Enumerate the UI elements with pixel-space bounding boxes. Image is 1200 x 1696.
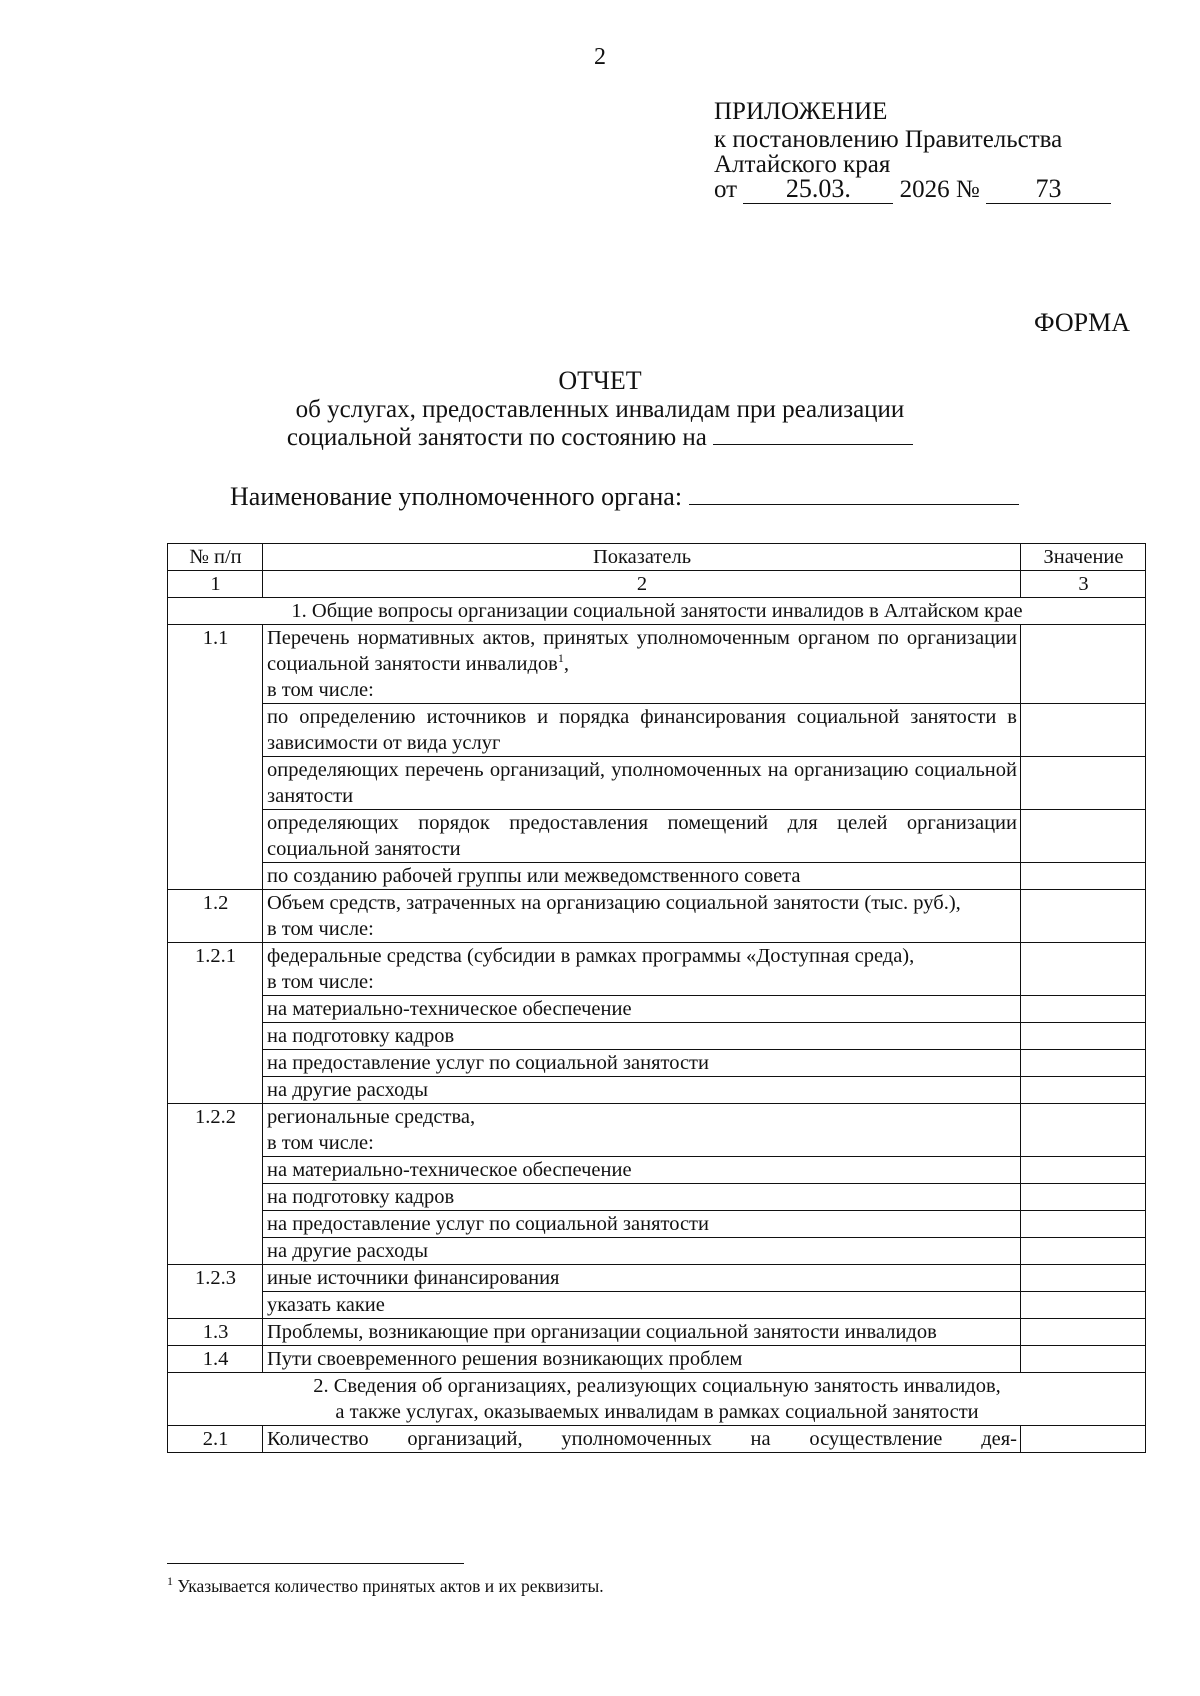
table-row — [168, 1319, 1146, 1346]
table-row — [168, 890, 1146, 943]
row-indicator: Пути своевременного решения возникающих проблем — [263, 1346, 1021, 1373]
header-value: Значение — [1021, 544, 1146, 571]
table-row — [168, 704, 1146, 757]
header-indicator: Показатель — [263, 544, 1021, 571]
section-1-row — [168, 598, 1146, 625]
row-indicator: на другие расходы — [263, 1238, 1021, 1265]
table-row — [168, 1077, 1146, 1104]
row-num: 1.2.1 — [168, 943, 263, 1104]
row-indicator-text: Перечень нормативных актов, принятых уполномоченным органом по организации социальной занятости инвалидов — [267, 627, 1017, 675]
row-num: 1.1 — [168, 625, 263, 890]
col-number-1: 1 — [168, 571, 263, 598]
authority-blank — [689, 482, 1019, 505]
row-indicator: на предоставление услуг по социальной занятости — [263, 1211, 1021, 1238]
table-row — [168, 996, 1146, 1023]
value-cell — [1021, 757, 1146, 810]
authority-row — [230, 482, 1019, 512]
value-cell — [1021, 996, 1146, 1023]
value-cell — [1021, 1184, 1146, 1211]
value-cell — [1021, 863, 1146, 890]
row-indicator: Количество организаций, уполномоченных на осуществление дея- — [263, 1426, 1021, 1453]
value-cell — [1021, 890, 1146, 943]
decree-date: 25.03. — [743, 176, 893, 204]
col-number-3: 3 — [1021, 571, 1146, 598]
row-num: 1.3 — [168, 1319, 263, 1346]
authority-label: Наименование уполномоченного органа: — [230, 482, 683, 511]
row-incl: в том числе: — [267, 918, 374, 940]
value-cell — [1021, 1426, 1146, 1453]
value-cell — [1021, 1319, 1146, 1346]
footnote-divider — [167, 1563, 464, 1564]
row-indicator: на материально-техническое обеспечение — [263, 1157, 1021, 1184]
table-row — [168, 943, 1146, 996]
value-cell — [1021, 1077, 1146, 1104]
footnote-ref: 1 — [557, 651, 564, 666]
report-subtitle-2 — [0, 422, 1200, 452]
footnote-text: Указывается количество принятых актов и их реквизиты. — [173, 1576, 604, 1596]
row-indicator-tail: , — [563, 653, 569, 675]
value-cell — [1021, 1265, 1146, 1292]
section-2-line-1: 2. Сведения об организациях, реализующих социальную занятость инвалидов, — [313, 1375, 1001, 1397]
appendix-line-1: к постановлению Правительства — [714, 126, 1063, 153]
table-row — [168, 1104, 1146, 1157]
row-indicator: Проблемы, возникающие при организации социальной занятости инвалидов — [263, 1319, 1021, 1346]
value-cell — [1021, 1346, 1146, 1373]
report-date-blank — [713, 422, 913, 445]
form-label: ФОРМА — [1034, 308, 1130, 337]
decree-number: 73 — [986, 176, 1111, 204]
row-num: 1.4 — [168, 1346, 263, 1373]
page-number: 2 — [594, 44, 606, 70]
value-cell — [1021, 1292, 1146, 1319]
appendix-line-2: Алтайского края — [714, 151, 891, 178]
table-row — [168, 757, 1146, 810]
row-num: 1.2.3 — [168, 1265, 263, 1319]
row-indicator: по созданию рабочей группы или межведомственного совета — [263, 863, 1021, 890]
footnote — [167, 1576, 604, 1597]
row-indicator: на подготовку кадров — [263, 1184, 1021, 1211]
value-cell — [1021, 1050, 1146, 1077]
value-cell — [1021, 704, 1146, 757]
row-indicator: на материально-техническое обеспечение — [263, 996, 1021, 1023]
table-row — [168, 1238, 1146, 1265]
row-indicator: на предоставление услуг по социальной занятости — [263, 1050, 1021, 1077]
row-indicator — [263, 1104, 1021, 1157]
row-indicator — [263, 890, 1021, 943]
table-row — [168, 625, 1146, 704]
row-indicator: иные источники финансирования — [263, 1265, 1021, 1292]
report-subtitle-2-text: социальной занятости по состоянию на — [286, 424, 707, 451]
row-incl: в том числе: — [267, 971, 374, 993]
report-table — [167, 543, 1146, 1453]
row-indicator: по определению источников и порядка финансирования социальной занятости в зависимости от вида услуг — [263, 704, 1021, 757]
report-subtitle-1: об услугах, предоставленных инвалидам при реализации — [295, 396, 905, 423]
section-2-row — [168, 1373, 1146, 1426]
report-title: ОТЧЕТ — [558, 366, 642, 395]
section-2-line-2: а также услугах, оказываемых инвалидам в рамках социальной занятости — [335, 1401, 979, 1423]
value-cell — [1021, 1104, 1146, 1157]
row-indicator — [263, 625, 1021, 704]
row-indicator-text: Объем средств, затраченных на организацию социальной занятости (тыс. руб.), — [267, 892, 961, 914]
table-row — [168, 1265, 1146, 1292]
column-number-row — [168, 571, 1146, 598]
header-num: № п/п — [168, 544, 263, 571]
row-num: 1.2 — [168, 890, 263, 943]
row-incl: в том числе: — [267, 1132, 374, 1154]
footnote-mark: 1 — [167, 1574, 173, 1589]
value-cell — [1021, 1157, 1146, 1184]
value-cell — [1021, 1211, 1146, 1238]
value-cell — [1021, 943, 1146, 996]
row-indicator — [263, 943, 1021, 996]
row-indicator: указать какие — [263, 1292, 1021, 1319]
table-row — [168, 1426, 1146, 1453]
row-indicator-text: федеральные средства (субсидии в рамках программы «Доступная среда), — [267, 945, 915, 967]
table-row — [168, 810, 1146, 863]
appendix-title: ПРИЛОЖЕНИЕ — [714, 98, 888, 125]
table-row — [168, 1211, 1146, 1238]
table-row — [168, 1292, 1146, 1319]
table-row — [168, 1184, 1146, 1211]
section-1-title: 1. Общие вопросы организации социальной занятости инвалидов в Алтайском крае — [168, 598, 1146, 625]
decree-year: 2026 № — [899, 176, 980, 203]
table-row — [168, 863, 1146, 890]
table-row — [168, 1157, 1146, 1184]
row-indicator: определяющих порядок предоставления помещений для целей организации социальной занятости — [263, 810, 1021, 863]
table-row — [168, 1023, 1146, 1050]
value-cell — [1021, 625, 1146, 704]
header-row — [168, 544, 1146, 571]
section-2-title — [168, 1373, 1146, 1426]
appendix-date-row — [714, 176, 1111, 204]
row-indicator: на подготовку кадров — [263, 1023, 1021, 1050]
value-cell — [1021, 1238, 1146, 1265]
col-number-2: 2 — [263, 571, 1021, 598]
table-row — [168, 1050, 1146, 1077]
row-num: 1.2.2 — [168, 1104, 263, 1265]
value-cell — [1021, 810, 1146, 863]
value-cell — [1021, 1023, 1146, 1050]
row-indicator: определяющих перечень организаций, уполномоченных на организацию социальной занятости — [263, 757, 1021, 810]
row-incl: в том числе: — [267, 679, 374, 701]
table-row — [168, 1346, 1146, 1373]
row-num: 2.1 — [168, 1426, 263, 1453]
date-prefix: от — [714, 176, 738, 203]
row-indicator: на другие расходы — [263, 1077, 1021, 1104]
row-indicator-text: региональные средства, — [267, 1106, 476, 1128]
